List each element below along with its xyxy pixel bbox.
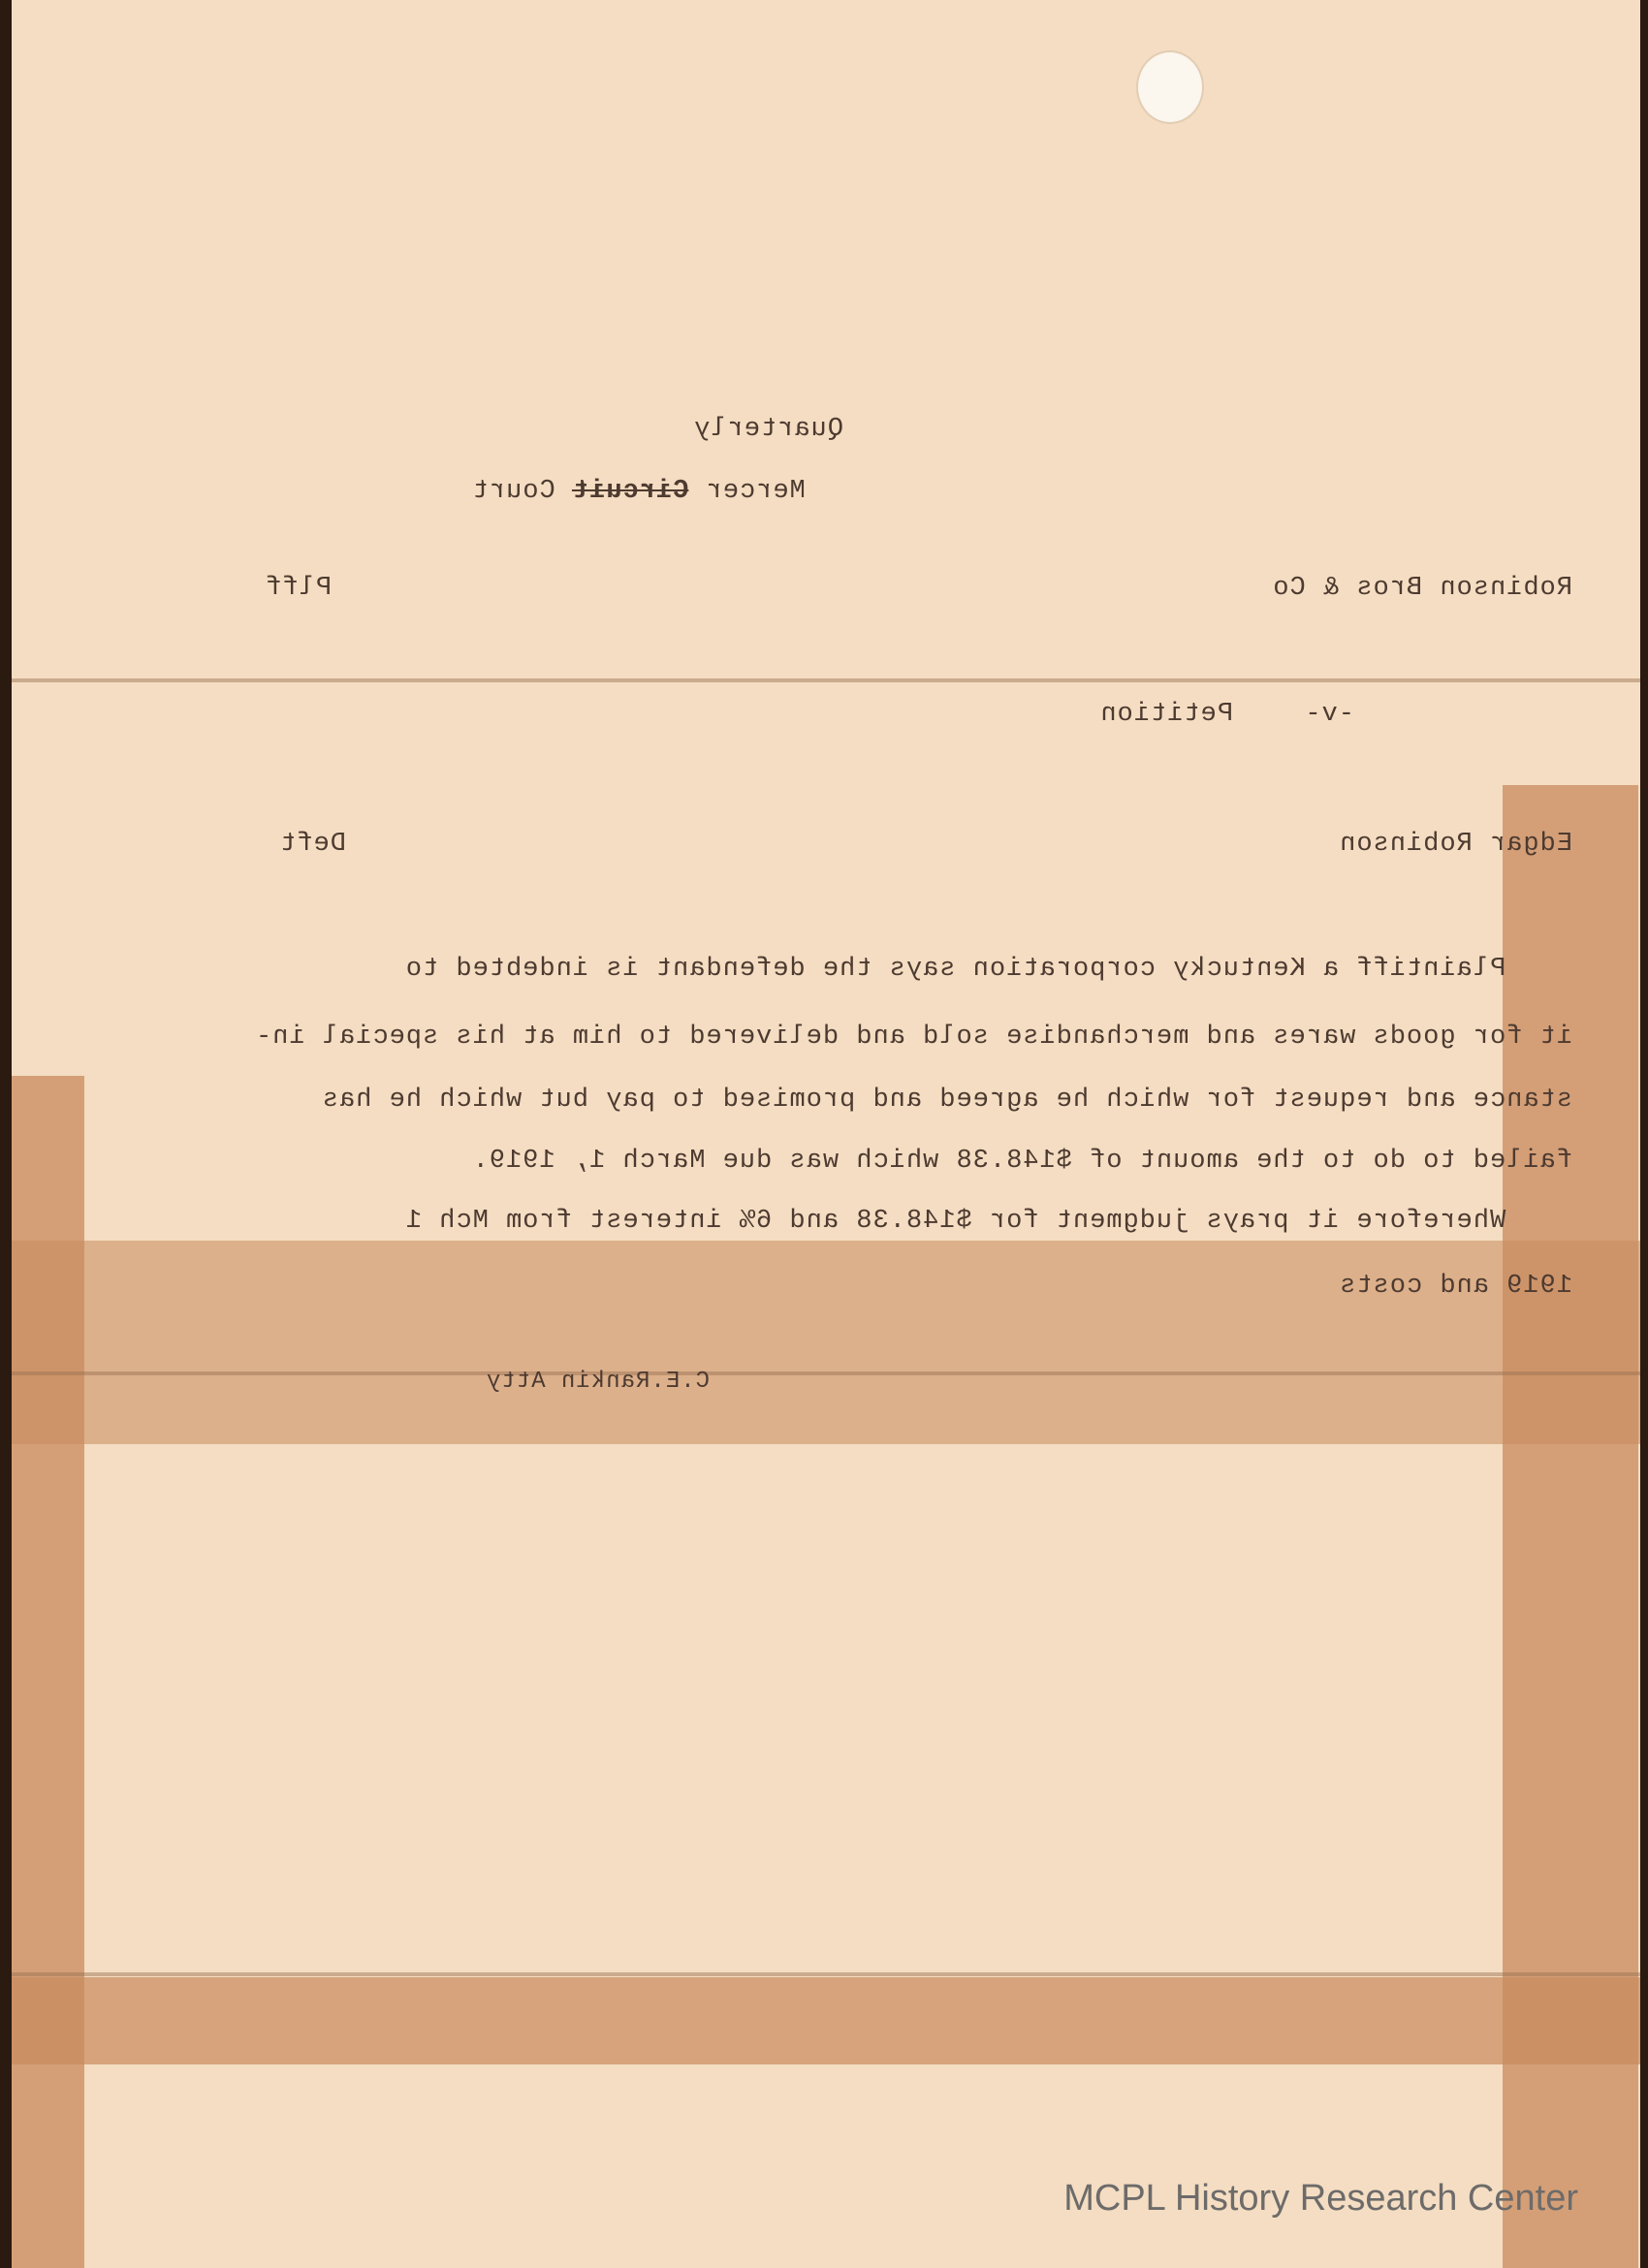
court-line-1: Quarterly [693, 415, 843, 444]
versus: -v- [1304, 700, 1354, 729]
body-line-4: failed to do to the amount of $148.38 which was due March 1, 1919. [471, 1147, 1572, 1176]
body-line-3: stance and request for which he agreed and promised to pay but which he has [321, 1086, 1572, 1115]
body-line-6: 1919 and costs [1339, 1272, 1572, 1301]
defendant-name: Edgar Robinson [1339, 830, 1572, 859]
struck-word: Circuit [571, 477, 689, 506]
doc-type: Petition [1099, 700, 1233, 729]
mirrored-document-text [12, 0, 1640, 2268]
body-line-5: Wherefore it prays judgment for $148.38 and 6% interest from Mch 1 [404, 1207, 1572, 1236]
signature: C.E.Rankin Atty [485, 1369, 710, 1395]
body-line-2: it for goods wares and merchandise sold and delivered to him at his special in- [254, 1023, 1572, 1052]
court-line-2: Mercer Circuit Court [471, 477, 806, 506]
plaintiff-role: Plff [265, 574, 332, 603]
defendant-role: Deft [279, 830, 346, 859]
body-line-1: Plaintiff a Kentucky corporation says the defendant is indebted to [404, 955, 1572, 984]
plaintiff-name: Robinson Bros & Co [1272, 574, 1572, 603]
document-sheet [12, 0, 1640, 2268]
watermark: MCPL History Research Center [1063, 2178, 1578, 2219]
